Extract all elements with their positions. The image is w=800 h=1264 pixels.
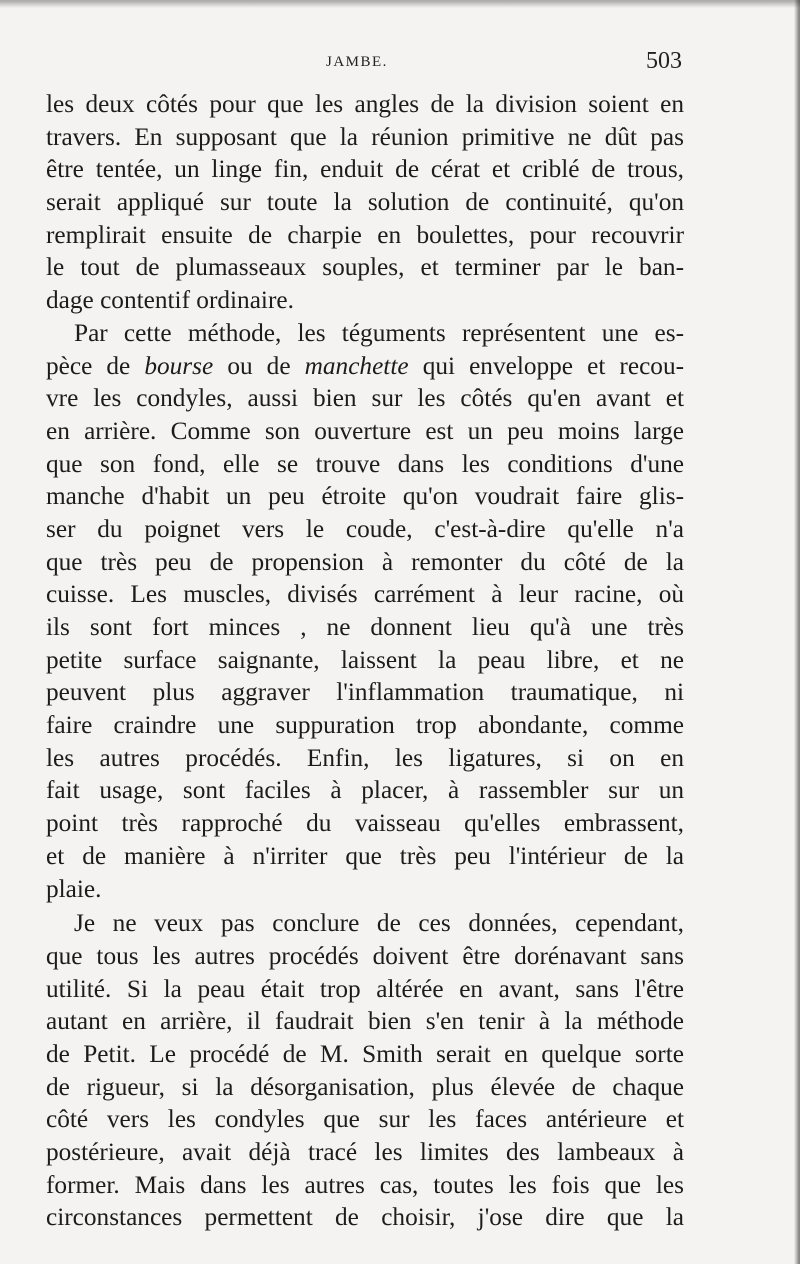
text-fragment: pèce de [46, 351, 131, 380]
text-line: les deux côtés pour que les angles de la division soient en [46, 90, 684, 118]
text-line: que tous les autres procédés doivent être dorénavant sans [46, 941, 684, 970]
text-line: ser du poignet vers le coude, c'est-à-dire qu'elle n'a [46, 514, 684, 543]
italic-term: manchette [304, 351, 409, 380]
text-line: point très rapproché du vaisseau qu'elles embrassent, [46, 809, 684, 838]
text-line: vre les condyles, aussi bien sur les côtés qu'en avant et [46, 384, 684, 413]
running-head [46, 50, 682, 78]
text-line: Je ne veux pas conclure de ces données, cependant, [74, 909, 684, 938]
italic-term: bourse [144, 351, 214, 380]
text-line: que son fond, elle se trouve dans les conditions d'une [46, 449, 684, 478]
text-line: remplirait ensuite de charpie en boulettes, pour recouvrir [46, 220, 684, 249]
text-line: faire craindre une suppuration trop abondante, comme [46, 711, 684, 740]
text-line: utilité. Si la peau était trop altérée en avant, sans l'être [46, 974, 684, 1003]
text-line: travers. En supposant que la réunion primitive ne dût pas [46, 122, 684, 151]
running-title: JAMBE. [326, 54, 388, 70]
text-line: plaie. [46, 874, 102, 903]
text-line: en arrière. Comme son ouverture est un peu moins large [46, 416, 684, 445]
paragraph-2 [46, 317, 684, 905]
text-line: les autres procédés. Enfin, les ligatures, si on en [46, 743, 684, 772]
text-fragment: qui enveloppe et recou- [422, 351, 685, 380]
text-line: peuvent plus aggraver l'inflammation traumatique, ni [46, 678, 684, 707]
text-line: petite surface saignante, laissent la peau libre, et ne [46, 645, 684, 674]
text-line: et de manière à n'irriter que très peu l'intérieur de la [46, 841, 684, 870]
text-line: ils sont fort minces , ne donnent lieu qu'à une très [46, 613, 684, 641]
text-line: postérieure, avait déjà tracé les limites des lambeaux à [46, 1138, 684, 1166]
text-line: autant en arrière, il faudrait bien s'en tenir à la méthode [46, 1007, 684, 1036]
text-line: que très peu de propension à remonter du côté de la [46, 547, 684, 576]
text-line: serait appliqué sur toute la solution de continuité, qu'on [46, 188, 684, 217]
paragraph-1 [46, 88, 684, 317]
text-line: être tentée, un linge fin, enduit de cérat et criblé de trous, [46, 155, 684, 184]
text-line: Par cette méthode, les téguments représentent une es- [74, 318, 684, 347]
text-line: cuisse. Les muscles, divisés carrément à leur racine, où [46, 580, 684, 609]
text-line: dage contentif ordinaire. [46, 286, 294, 315]
text-line: de rigueur, si la désorganisation, plus élevée de chaque [46, 1072, 684, 1101]
text-line: circonstances permettent de choisir, j'ose dire que la [46, 1203, 684, 1232]
text-line: le tout de plumasseaux souples, et terminer par le ban- [46, 253, 684, 282]
text-line: manche d'habit un peu étroite qu'on voudrait faire glis- [46, 482, 684, 511]
text-line: former. Mais dans les autres cas, toutes les fois que les [46, 1170, 684, 1199]
text-line: fait usage, sont faciles à placer, à rassembler sur un [46, 776, 684, 805]
text-fragment: ou de [227, 351, 291, 380]
paragraph-3 [46, 907, 684, 1234]
text-line: de Petit. Le procédé de M. Smith serait en quelque sorte [46, 1039, 684, 1068]
text-line-with-italics [46, 350, 684, 383]
text-line: côté vers les condyles que sur les faces antérieure et [46, 1105, 684, 1134]
body-text [46, 88, 684, 1234]
page-number: 503 [646, 48, 682, 74]
